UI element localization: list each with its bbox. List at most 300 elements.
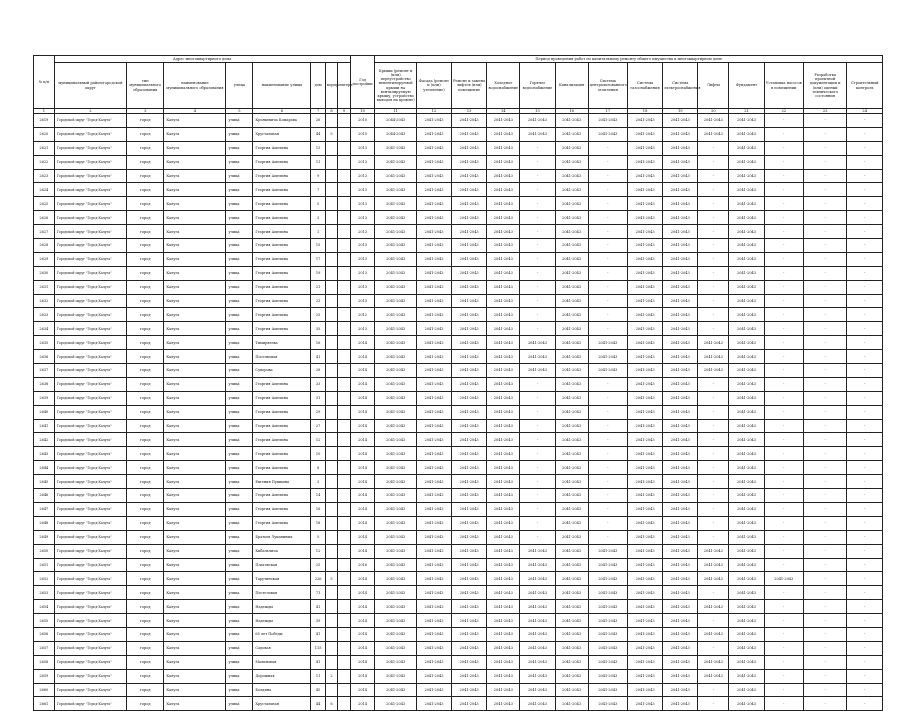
table-cell: - [847,169,883,183]
table-cell: 2041-2043 [487,558,520,572]
table-cell: 2041-2043 [375,502,416,516]
column-number: 15 [520,109,555,114]
table-cell: Малиновая [253,655,311,669]
table-cell: 2041-2043 [588,669,627,683]
table-cell: Городской округ "Город Калуга" [54,433,126,447]
table-cell: - [847,502,883,516]
table-cell: - [764,627,803,641]
table-cell: 2041-2043 [627,530,662,544]
table-cell: 2041-2043 [588,558,627,572]
table-cell: улица [226,211,253,225]
table-cell: Калуга [164,155,226,169]
table-cell: 2014 [350,669,375,683]
table-cell: 2013 [350,183,375,197]
table-cell: 2041-2043 [487,572,520,586]
table-cell: улица [226,322,253,336]
table-cell: 2041-2043 [520,572,555,586]
table-cell: 5 [325,572,337,586]
table-cell: 2041-2043 [452,405,487,419]
repair-schedule-table [33,55,883,711]
table-cell: 2041-2043 [555,669,588,683]
table-cell: - [698,239,729,253]
table-cell: 2041-2043 [487,516,520,530]
table-cell: Городской округ "Город Калуга" [54,502,126,516]
table-cell: 2013 [350,211,375,225]
column-number: 2 [54,109,126,114]
table-cell: - [520,266,555,280]
table-cell: - [588,502,627,516]
table-cell: 2015 [350,127,375,141]
col-header-21: Фундамент [729,63,764,109]
table-cell: - [698,197,729,211]
table-cell: Калуга [164,322,226,336]
table-cell: 2041-2043 [729,239,764,253]
table-cell: 2041-2043 [375,530,416,544]
table-cell: 2041-2043 [487,280,520,294]
table-cell: Тимирязева [253,336,311,350]
table-cell: - [588,239,627,253]
table-row [34,489,883,503]
table-cell: 2041-2043 [627,669,662,683]
table-cell: 2041-2043 [627,350,662,364]
table-row [34,294,883,308]
table-cell: 2041-2043 [663,239,698,253]
column-number: 23 [803,109,846,114]
table-cell: 2041-2043 [416,239,451,253]
table-cell [338,475,350,489]
table-cell: 2041-2043 [487,669,520,683]
table-cell: - [803,239,846,253]
table-cell: 2041-2043 [487,211,520,225]
table-cell: Кибальчича [253,544,311,558]
table-cell: 2041-2043 [729,614,764,628]
table-cell: Городской округ "Город Калуга" [54,391,126,405]
table-cell: 2041-2043 [555,586,588,600]
table-cell: - [803,280,846,294]
table-cell: 2041-2043 [729,252,764,266]
table-cell [338,683,350,697]
col-header-17: Система централизованного отопления [588,63,627,109]
table-cell: Калуга [164,405,226,419]
table-cell: 2041-2043 [663,516,698,530]
table-cell: 2041-2043 [416,697,451,711]
table-cell: город [127,544,164,558]
table-cell: - [803,391,846,405]
table-cell: 2041-2043 [627,197,662,211]
table-cell: 2041-2043 [452,336,487,350]
table-cell: Калуга [164,266,226,280]
table-cell: - [803,266,846,280]
table-cell: 2041-2043 [588,697,627,711]
table-cell: Георгия Амелина [253,419,311,433]
column-number: 1 [34,109,55,114]
table-cell: Калуга [164,683,226,697]
table-cell: 2041-2043 [663,308,698,322]
table-cell: 2041-2043 [627,489,662,503]
table-cell: - [803,655,846,669]
table-cell: 2014 [350,627,375,641]
table-cell: 2659 [34,669,55,683]
table-cell: - [698,641,729,655]
table-cell: 2014 [350,516,375,530]
table-cell: 35 [311,322,325,336]
table-cell [325,169,337,183]
table-cell: 2041-2043 [555,558,588,572]
table-cell [325,114,337,128]
table-cell: - [520,239,555,253]
table-cell: 33 [311,377,325,391]
table-cell: 2041-2043 [520,669,555,683]
table-cell: 2041-2043 [663,155,698,169]
table-cell: - [803,419,846,433]
table-cell: 2041-2043 [729,433,764,447]
table-cell: - [588,141,627,155]
table-row [34,419,883,433]
table-cell: 2041-2043 [729,530,764,544]
table-cell: 2041-2043 [375,294,416,308]
table-cell: 2636 [34,350,55,364]
table-cell: - [520,391,555,405]
table-cell: - [764,252,803,266]
table-cell: 2041-2043 [627,405,662,419]
table-cell: 2041-2043 [416,600,451,614]
table-row [34,364,883,378]
table-cell: 2041-2043 [729,419,764,433]
table-cell: город [127,447,164,461]
table-cell [338,336,350,350]
table-cell: - [520,433,555,447]
table-cell: 2013 [350,141,375,155]
table-cell: - [847,141,883,155]
table-cell: Георгия Амелина [253,197,311,211]
table-cell: 2041-2043 [555,141,588,155]
table-cell [325,586,337,600]
table-cell: - [803,169,846,183]
table-cell: Городской округ "Город Калуга" [54,530,126,544]
table-cell: 2041-2043 [487,239,520,253]
table-cell [338,280,350,294]
table-row [34,697,883,711]
table-cell: 2041-2043 [375,364,416,378]
period-group-header: Период проведения работ по капитальному ремонту общего имущества в многоквартирном доме [375,56,883,63]
table-cell: 2041-2043 [375,419,416,433]
table-cell: улица [226,308,253,322]
table-cell: - [588,433,627,447]
table-cell [338,322,350,336]
table-cell: 2041-2043 [487,683,520,697]
table-cell: 2041-2043 [487,530,520,544]
table-cell: улица [226,475,253,489]
table-cell: 2041-2043 [555,614,588,628]
table-cell: 2041-2043 [663,391,698,405]
table-cell: Надежды [253,614,311,628]
table-cell: 2041-2043 [663,489,698,503]
table-cell: 2041-2043 [588,336,627,350]
table-cell: 2041-2043 [416,211,451,225]
table-cell: - [698,475,729,489]
table-cell: 2041-2043 [375,266,416,280]
table-cell: город [127,336,164,350]
table-cell: 2014 [350,530,375,544]
col-header-12: Фасада (ремонт и (или) утепление) [416,63,451,109]
table-cell: 2041-2043 [663,600,698,614]
table-cell [325,308,337,322]
table-cell: улица [226,516,253,530]
table-cell: - [588,308,627,322]
table-cell: 2041-2043 [520,697,555,711]
table-cell [325,683,337,697]
table-cell: 39 [311,614,325,628]
table-cell: 2041-2043 [555,461,588,475]
table-cell: - [698,586,729,600]
table-cell: - [764,211,803,225]
table-cell [325,489,337,503]
table-cell: 2041-2043 [520,614,555,628]
table-cell: 7 [311,183,325,197]
table-cell: 2041-2043 [698,600,729,614]
table-cell: 2654 [34,600,55,614]
table-cell: Тарутинская [253,572,311,586]
table-cell: 2013 [350,252,375,266]
table-cell: 2041-2043 [663,641,698,655]
table-cell: 2041-2043 [487,169,520,183]
table-cell: 2041-2043 [627,419,662,433]
table-cell [338,294,350,308]
col-header-10: Год постройки [350,56,375,109]
table-cell: - [803,627,846,641]
table-cell: 2041-2043 [416,669,451,683]
table-cell: 2041-2043 [452,155,487,169]
table-cell: - [698,183,729,197]
table-cell: - [520,530,555,544]
table-cell: 2041-2043 [627,239,662,253]
table-cell: - [803,614,846,628]
table-cell: 16 [311,336,325,350]
column-number: 5 [226,109,253,114]
table-cell: 2644 [34,461,55,475]
table-row [34,447,883,461]
table-cell: - [698,169,729,183]
table-cell: - [698,502,729,516]
table-cell: 2041-2043 [452,239,487,253]
table-cell: 2013 [350,225,375,239]
table-cell: город [127,614,164,628]
table-cell: - [803,433,846,447]
table-cell: 2041-2043 [375,600,416,614]
table-cell: 2041-2043 [555,225,588,239]
table-cell [338,627,350,641]
table-cell: Георгия Амелина [253,252,311,266]
table-cell [338,447,350,461]
table-cell: - [698,377,729,391]
table-cell: 2041-2043 [663,364,698,378]
table-cell: 2041-2043 [375,322,416,336]
table-cell: - [698,433,729,447]
table-cell: - [764,294,803,308]
table-cell: 226 [311,572,325,586]
table-cell: улица [226,697,253,711]
table-cell [325,544,337,558]
table-cell: Калуга [164,516,226,530]
table-cell: 2041-2043 [627,641,662,655]
table-cell: Платовская [253,558,311,572]
table-cell: 2041-2043 [487,391,520,405]
table-cell: 2041-2043 [627,266,662,280]
table-cell: 2041-2043 [375,627,416,641]
table-cell: - [803,669,846,683]
table-cell: 2041-2043 [416,475,451,489]
table-cell: 2041-2043 [416,627,451,641]
table-cell: 2041-2043 [555,114,588,128]
table-cell: улица [226,336,253,350]
table-cell: 2041-2043 [663,614,698,628]
table-cell: 2016 [350,558,375,572]
table-cell: 2041-2043 [416,405,451,419]
table-cell: - [847,364,883,378]
table-cell: 2041-2043 [663,419,698,433]
table-cell: Городской округ "Город Калуга" [54,169,126,183]
table-cell: Калуга [164,627,226,641]
table-cell: 2041-2043 [452,322,487,336]
table-cell: - [764,336,803,350]
table-cell: 2041-2043 [698,364,729,378]
table-row [34,377,883,391]
table-cell: - [698,225,729,239]
table-cell: - [847,377,883,391]
table-cell: 2634 [34,322,55,336]
table-cell: Калуга [164,350,226,364]
table-cell: - [764,614,803,628]
table-cell: - [520,461,555,475]
table-cell: - [764,114,803,128]
table-cell: - [520,405,555,419]
table-cell: 2041-2043 [452,419,487,433]
table-cell: Калуга [164,655,226,669]
table-cell: Георгия Амелина [253,516,311,530]
table-cell: - [520,252,555,266]
table-cell: 2041-2043 [627,475,662,489]
table-cell: 2041-2043 [698,350,729,364]
table-cell: 2041-2043 [416,641,451,655]
table-cell: - [520,294,555,308]
table-cell [338,114,350,128]
table-cell: 2041-2043 [555,350,588,364]
table-cell: Калуга [164,197,226,211]
table-cell [338,141,350,155]
table-cell: - [847,336,883,350]
table-cell: 2041-2043 [729,475,764,489]
table-cell: 2627 [34,225,55,239]
table-cell: 2041-2043 [555,655,588,669]
table-cell [325,516,337,530]
table-cell: Калуга [164,280,226,294]
table-cell: город [127,350,164,364]
table-cell: 2041-2043 [487,655,520,669]
table-cell: 2041-2043 [555,252,588,266]
table-cell [325,211,337,225]
table-cell: 2041-2043 [729,294,764,308]
table-cell: - [803,641,846,655]
table-cell: 2041-2043 [375,447,416,461]
table-cell: Пестеловая [253,586,311,600]
table-cell: 2041-2043 [729,350,764,364]
table-cell: 2041-2043 [698,655,729,669]
table-cell: 2041-2043 [627,655,662,669]
table-cell: Калуга [164,169,226,183]
table-cell: - [847,127,883,141]
column-number: 9 [338,109,350,114]
table-cell: - [520,419,555,433]
table-cell: 2041-2043 [520,600,555,614]
table-cell: 2041-2043 [729,655,764,669]
table-row [34,391,883,405]
table-cell: Калуга [164,558,226,572]
table-cell: Калуга [164,225,226,239]
table-row [34,141,883,155]
table-cell: 2041-2043 [416,336,451,350]
table-cell: - [698,614,729,628]
table-cell: 2041-2043 [520,558,555,572]
table-cell [338,183,350,197]
table-cell: 28 [311,364,325,378]
table-cell [325,225,337,239]
table-cell: 2041-2043 [452,141,487,155]
table-row [34,530,883,544]
table-cell: 2041-2043 [375,336,416,350]
table-cell: 2014 [350,391,375,405]
table-cell: 2041-2043 [520,364,555,378]
table-cell: 2041-2043 [520,586,555,600]
table-cell: Калуга [164,530,226,544]
column-number: 21 [729,109,764,114]
table-cell: Поселковая [253,350,311,364]
table-cell: 2013 [350,322,375,336]
table-cell: 2041-2043 [729,461,764,475]
table-row [34,169,883,183]
table-cell: 2041-2043 [729,127,764,141]
table-cell: Калуга [164,211,226,225]
table-cell: 2041-2043 [663,475,698,489]
table-cell: - [847,447,883,461]
table-cell: - [588,197,627,211]
table-cell: 2041-2043 [663,697,698,711]
table-cell: - [698,155,729,169]
table-cell: 2041-2043 [627,155,662,169]
table-cell: - [588,377,627,391]
table-cell: Калуга [164,461,226,475]
table-cell: 2041-2043 [452,364,487,378]
table-cell: - [698,308,729,322]
table-cell: 2014 [350,641,375,655]
table-cell [338,377,350,391]
table-cell: 2041-2043 [416,655,451,669]
table-cell: Калуга [164,641,226,655]
table-cell: 2041-2043 [452,683,487,697]
table-cell: - [803,558,846,572]
table-cell: - [764,669,803,683]
table-cell: 2041-2043 [627,447,662,461]
table-cell: 2041-2043 [698,669,729,683]
table-cell: 2041-2043 [375,169,416,183]
table-cell: город [127,405,164,419]
table-cell: Калуга [164,600,226,614]
col-header-2: муниципальный район/городской округ [54,63,126,109]
table-cell: 2041-2043 [555,516,588,530]
table-cell: 2041-2043 [487,294,520,308]
table-cell: - [588,183,627,197]
table-cell [338,655,350,669]
column-number: 20 [698,109,729,114]
